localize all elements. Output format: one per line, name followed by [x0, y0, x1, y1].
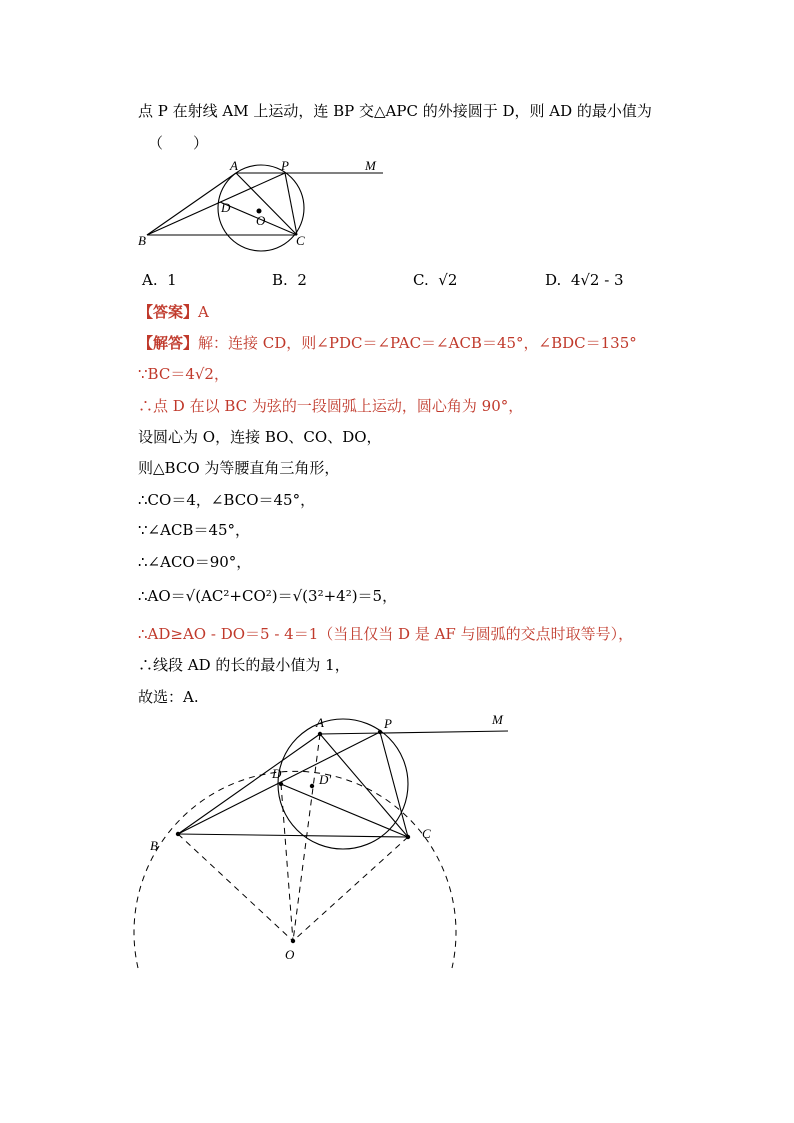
point-c	[406, 835, 410, 839]
figure-1-lines	[147, 165, 383, 251]
label-p: P	[384, 716, 392, 731]
solution-line-9: ∴AD≥AO - DO＝5 - 4＝1（当且仅当 D 是 AF 与圆弧的交点时取等号），	[138, 625, 634, 643]
circumcircle	[218, 165, 304, 251]
circumcircle-apc	[278, 719, 408, 849]
segment-ac	[236, 173, 297, 235]
point-d	[279, 782, 283, 786]
segment-dc	[281, 784, 408, 837]
label-a: A	[230, 158, 238, 173]
figure-2-dashed	[134, 734, 456, 968]
option-b: B. 2	[272, 271, 307, 289]
label-c: C	[422, 826, 431, 841]
label-d: D	[272, 766, 282, 781]
point-a	[318, 732, 322, 736]
ray-am	[320, 731, 508, 734]
label-o: O	[256, 213, 266, 228]
solution-line-4: 则△BCO 为等腰直角三角形，	[138, 459, 340, 477]
point-b	[176, 832, 180, 836]
solution-line-0: 【解答】解：连接 CD，则∠PDC＝∠PAC＝∠ACB＝45°，∠BDC＝135°	[138, 334, 637, 352]
segment-do	[281, 784, 293, 941]
segment-bp	[178, 732, 380, 834]
solution-line-6: ∵∠ACB＝45°，	[138, 521, 251, 539]
label-c: C	[296, 233, 305, 248]
figure-2	[130, 710, 520, 975]
option-a: A. 1	[142, 271, 177, 289]
label-a: A	[316, 715, 324, 730]
label-b: B	[138, 233, 146, 248]
point-d-prime	[310, 784, 314, 788]
point-o	[291, 939, 295, 943]
segment-co	[293, 837, 408, 941]
question-blank: （ ）	[148, 134, 209, 152]
option-d: D. 4√2 - 3	[545, 271, 624, 289]
label-d: D	[221, 200, 231, 215]
label-m: M	[365, 158, 376, 173]
solution-line-11: 故选：A.	[138, 688, 199, 706]
segment-ba	[178, 734, 320, 834]
solution-line-2: ∴点 D 在以 BC 为弦的一段圆弧上运动，圆心角为 90°，	[138, 397, 524, 415]
option-c: C. √2	[413, 271, 458, 289]
solution-line-8: ∴AO＝√(AC²+CO²)＝√(3²+4²)＝5，	[138, 587, 398, 605]
solution-line-7: ∴∠ACO＝90°，	[138, 553, 252, 571]
question-stem-text: 点 P 在射线 AM 上运动，连 BP 交△APC 的外接圆于 D，则 AD 的最小值为	[138, 102, 652, 120]
question-stem	[138, 101, 652, 121]
solution-line-10: ∴线段 AD 的长的最小值为 1，	[138, 656, 350, 674]
figure-2-lines	[178, 719, 508, 849]
locus-arc	[134, 771, 456, 968]
solution-label: 【解答】	[138, 334, 199, 352]
point-p	[378, 730, 382, 734]
figure-1	[135, 158, 395, 253]
solution-line-5: ∴CO＝4，∠BCO＝45°，	[138, 491, 316, 509]
solution-line-1: ∵BC＝4√2，	[138, 365, 229, 383]
segment-bo	[178, 834, 293, 941]
solution-line-3: 设圆心为 O，连接 BO、CO、DO，	[138, 428, 382, 446]
answer-value: A	[198, 303, 209, 321]
label-o: O	[285, 947, 295, 962]
label-d-prime: D′	[319, 772, 332, 787]
segment-bc	[178, 834, 408, 837]
label-m: M	[492, 712, 503, 727]
label-p: P	[281, 158, 289, 173]
answer-line	[138, 302, 209, 322]
answer-label: 【答案】	[138, 303, 199, 321]
segment-ao	[293, 734, 320, 941]
label-b: B	[150, 838, 158, 853]
